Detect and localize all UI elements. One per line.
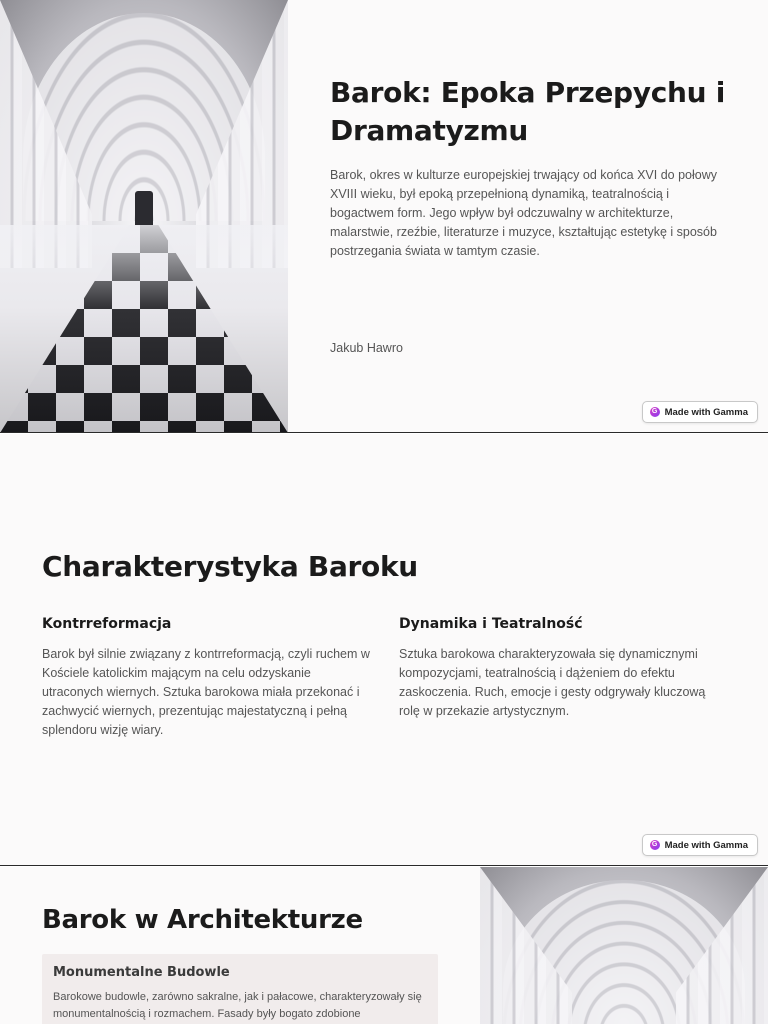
monumental-buildings-card [42, 954, 438, 1024]
architecture-slide [0, 867, 768, 1024]
column-heading: Dynamika i Teatralność [399, 616, 583, 632]
section-title: Charakterystyka Baroku [42, 550, 418, 583]
intro-paragraph: Barok, okres w kulturze europejskiej trwający od końca XVI do połowy XVIII wieku, był epoką przepełnioną dynamiką, teatralnością i bogactwem form. Jego wpływ był odczuwalny w architekturze, malarstwie, rzeźbie, literaturze i muzyce, kształtując estetykę i sposób postrzegania świata w tamtym czasie. [330, 168, 717, 258]
card-text: Barokowe budowle, zarówno sakralne, jak i pałacowe, charakteryzowały się monumentalnością i rozmachem. Fasady były bogato zdobione [53, 991, 422, 1020]
card-heading: Monumentalne Budowle [53, 965, 230, 980]
gamma-logo-icon: G [650, 407, 660, 417]
gamma-logo-icon: G [650, 840, 660, 850]
column-text: Sztuka barokowa charakteryzowała się dynamicznymi kompozycjami, teatralnością i dążeniem do efektu zaskoczenia. Ruch, emocje i gesty odgrywały kluczową rolę w przekazie artystycznym. [399, 647, 706, 718]
column-counter-reformation [42, 616, 372, 740]
column-text: Barok był silnie związany z kontrreformacją, czyli ruchem w Kościele katolickim mającym na celu odzyskanie utraconych wiernych. Sztuka barokowa miała przekonać i zachwycić wiernych, prezentując majestatyczną i pełną splendoru wizję wiary. [42, 647, 370, 737]
characteristics-slide [0, 434, 768, 866]
column-dynamics [399, 616, 729, 721]
author-name: Jakub Hawro [330, 341, 403, 355]
title-slide [0, 0, 768, 433]
section-title: Barok w Architekturze [42, 905, 363, 935]
column-heading: Kontrreformacja [42, 616, 172, 632]
badge-label: Made with Gamma [664, 406, 748, 418]
badge-label: Made with Gamma [664, 839, 748, 851]
page-title: Barok: Epoka Przepychu i Dramatyzmu [330, 76, 726, 147]
baroque-hallway-image [480, 867, 768, 1024]
baroque-hallway-image [0, 0, 288, 433]
made-with-gamma-button[interactable] [642, 401, 758, 423]
made-with-gamma-button[interactable] [642, 834, 758, 856]
